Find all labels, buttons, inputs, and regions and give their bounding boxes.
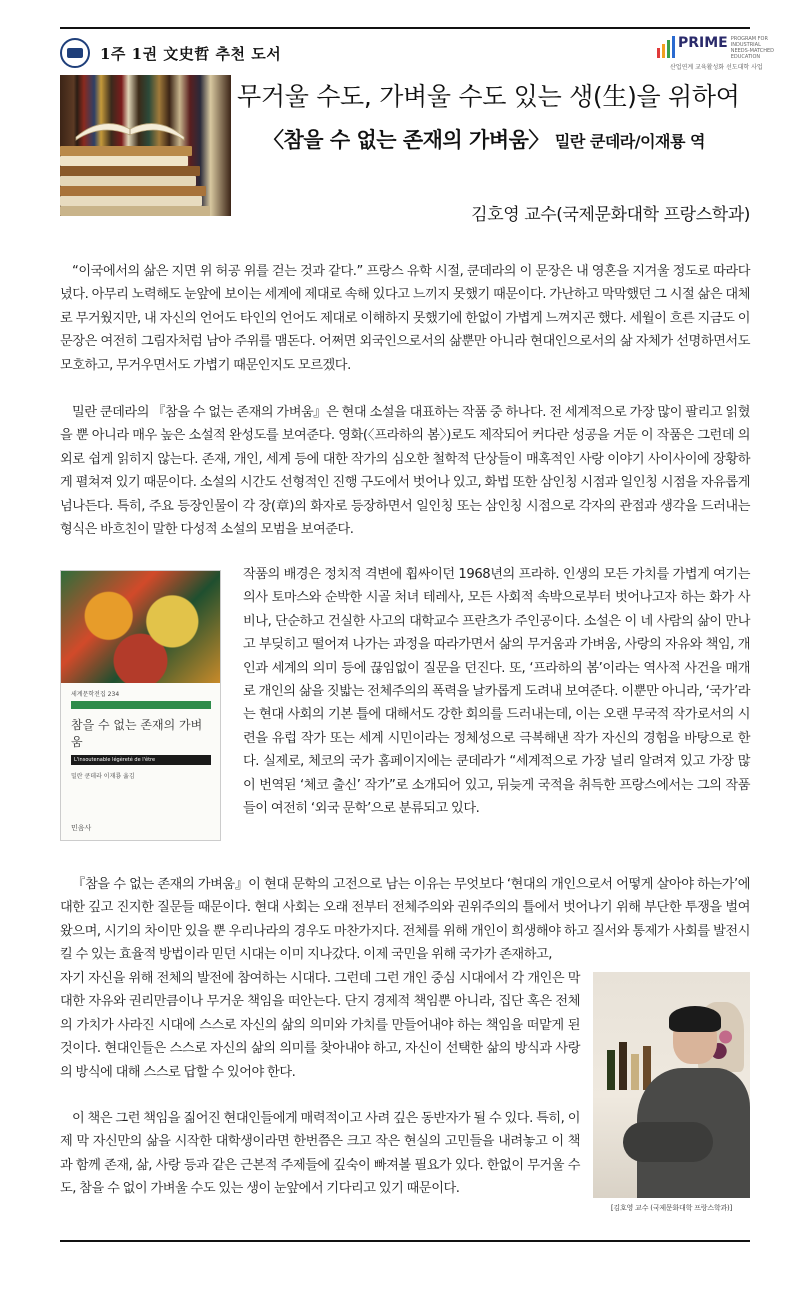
university-seal-icon xyxy=(60,38,90,68)
photo-person-hair xyxy=(669,1006,721,1032)
top-rule xyxy=(60,27,750,29)
paragraph-5: 자기 자신을 위해 전체의 발전에 참여하는 시대다. 그런데 그런 개인 중심 시대에서 각 개인은 막대한 자유와 권리만큼이나 무거운 책임을 떠안는다. 단지 경제적 책임뿐 아니라, 집단 혹은 전체의 가치가 사라진 시대에 스스로 자신의 삶의 의미와 가치를 만들어내야 하는 책임을 떠맡게 된 것이다. 현대인들은 스스로 자신의 삶의 의미를 찾아내야 하고, 자신이 선택한 삶의 방식과 사랑의 방식에 대해 스스로 답할 수 있어야 한다. xyxy=(60,971,580,1080)
book-title-line xyxy=(263,124,705,154)
cover-artwork xyxy=(61,571,220,683)
book-author: 밀란 쿤데라/이재룡 역 xyxy=(554,132,705,151)
paragraph-1: “이국에서의 삶은 지면 위 허공 위를 걷는 것과 같다.” 프랑스 유학 시절, 쿤데라의 이 문장은 내 영혼을 지겨울 정도로 따라다녔다. 아무리 노력해도 눈앞에 보이는 세계에 제대로 속해 있다고 느끼지 못했기 때문이다. 가난하고 막막했던 그 시절 삶은 대체로 무거웠지만, 내 자신의 언어도 타인의 언어도 제대로 이해하지 못했기에 한없이 가볍게 느껴지곤 했다. 세월이 흐른 지금도 이 문장은 여전히 그림자처럼 남아 주위를 맴돈다. 어쩌면 외국인으로서의 삶뿐만 아니라 현대인으로서의 삶 자체가 선명하면서도 모호하고, 무거우면서도 가볍기 때문인지도 모르겠다. xyxy=(60,264,750,373)
prime-logo xyxy=(657,36,781,60)
reviewer-name: 김호영 교수(국제문화대학 프랑스학과) xyxy=(471,205,750,225)
prime-bars-icon xyxy=(657,36,675,58)
cover-publisher: 민음사 xyxy=(71,824,92,832)
author-photo xyxy=(593,972,750,1198)
paragraph-6: 이 책은 그런 책임을 짊어진 현대인들에게 매력적이고 사려 깊은 동반자가 될 수 있다. 특히, 이제 막 자신만의 삶을 시작한 대학생이라면 한번쯤은 크고 작은 현실의 고민들을 내려놓고 이 책과 함께 존재, 삶, 사랑 등과 같은 근본적 주제들에 깊숙이 빠져볼 필요가 있다. 한없이 무거울 수도, 참을 수 없이 가벼울 수도 있는 생이 눈앞에서 기다리고 있기 때문이다. xyxy=(60,1111,580,1197)
cover-english-title: L'insoutenable légèreté de l'être xyxy=(71,755,211,765)
bottom-rule xyxy=(60,1240,750,1242)
photo-person-arm xyxy=(623,1122,713,1162)
book-title: 〈참을 수 없는 존재의 가벼움〉 xyxy=(263,128,549,152)
prime-word: PRIME xyxy=(678,35,728,51)
series-label: 1주 1권 文史哲 추천 도서 xyxy=(100,44,282,63)
photo-caption: [김호영 교수 (국제문화대학 프랑스학과)] xyxy=(610,1204,733,1212)
prime-tagline: 산업연계 교육활성화 선도대학 사업 xyxy=(670,64,763,71)
page-title: 무거울 수도, 가벼울 수도 있는 생(生)을 위하여 xyxy=(237,82,740,111)
cover-series: 세계문학전집 234 xyxy=(71,691,120,698)
book-cover-image xyxy=(60,570,221,841)
paragraph-3: 작품의 배경은 정치적 격변에 휩싸이던 1968년의 프라하. 인생의 모든 가치를 가볍게 여기는 의사 토마스와 순박한 시골 처녀 테레사, 모든 사회적 속박으로부터 벗어나고자 하는 화가 사비나, 단순하고 건실한 사고의 대학교수 프란츠가 주인공이다. 소설은 이 네 사람의 삶이 만나고 부딪히고 떨어져 나가는 과정을 따라가면서 삶의 무거움과 가벼움, 사랑의 자유와 책임, 개인과 세계의 의미 등에 끊임없이 질문을 던진다. 또, ‘프라하의 봄’이라는 역사적 사건을 매개로 개인의 삶을 짓밟는 전체주의의 폭력을 날카롭게 도려내 보여준다. 이뿐만 아니라, ‘국가’라는 현대 사회의 기본 틀에 대해서도 강한 회의를 드러내는데, 이는 오랜 무국적 작가로서의 시련을 유럽 작가 또는 세계 시민이라는 정체성으로 극복해낸 작가 자신의 경험을 바탕으로 한다. 실제로, 체코의 국가 홈페이지에는 쿤데라가 “세계적으로 가장 널리 알려져 있고 가장 많이 번역된 ‘체코 출신’ 작가”로 소개되어 있고, 뒤늦게 국적을 취득한 프랑스에서는 그의 작품들이 여전히 ‘외국 문학’으로 분류되고 있다. xyxy=(243,567,750,817)
prime-subtitle: PROGRAM FOR INDUSTRIAL NEEDS-MATCHED EDUCATION xyxy=(730,36,775,60)
series-header xyxy=(60,38,281,68)
books-image xyxy=(60,75,231,216)
cover-accent-bar xyxy=(71,701,211,709)
book-stack xyxy=(60,136,210,216)
paragraph-2: 밀란 쿤데라의 『참을 수 없는 존재의 가벼움』은 현대 소설을 대표하는 작품 중 하나다. 전 세계적으로 가장 많이 팔리고 읽혔을 뿐 아니라 매우 높은 소설적 완성도를 보여준다. 영화(〈프라하의 봄〉)로도 제작되어 커다란 성공을 거둔 이 작품은 그런데 의외로 쉽게 읽히지 않는다. 존재, 개인, 세계 등에 대한 작가의 심오한 철학적 단상들이 매혹적인 사랑 이야기 사이사이에 장황하게 펼쳐져 있기 때문이다. 소설의 시간도 선형적인 진행 구도에서 벗어나 있고, 화법 또한 삼인칭 시점과 일인칭 시점을 자유롭게 넘나든다. 특히, 주요 등장인물이 각 장(章)의 화자로 등장하면서 일인칭 또는 삼인칭 시점으로 각자의 관점과 생각을 드러내는 형식은 바흐친이 말한 다성적 소설의 모범을 보여준다. xyxy=(60,405,750,538)
paragraph-4: 『참을 수 없는 존재의 가벼움』이 현대 문학의 고전으로 남는 이유는 무엇보다 ‘현대의 개인으로서 어떻게 살아야 하는가’에 대한 깊고 진지한 질문들 때문이다. 현대 사회는 오래 전부터 전체주의와 권위주의의 틀에서 벗어나기 위해 부단한 투쟁을 벌여왔으며, 시기의 차이만 있을 뿐 우리나라의 경우도 마찬가지다. 전체를 위해 개인이 희생해야 하고 질서와 통제가 사회를 발전시킬 수 있는 효율적 방법이라 믿던 시대는 이미 지나갔다. 이제 국민을 위해 국가가 존재하고, xyxy=(60,877,750,963)
cover-author: 밀란 쿤데라 이재룡 옮김 xyxy=(71,773,135,780)
cover-title: 참을 수 없는 존재의 가벼움 xyxy=(71,718,203,749)
